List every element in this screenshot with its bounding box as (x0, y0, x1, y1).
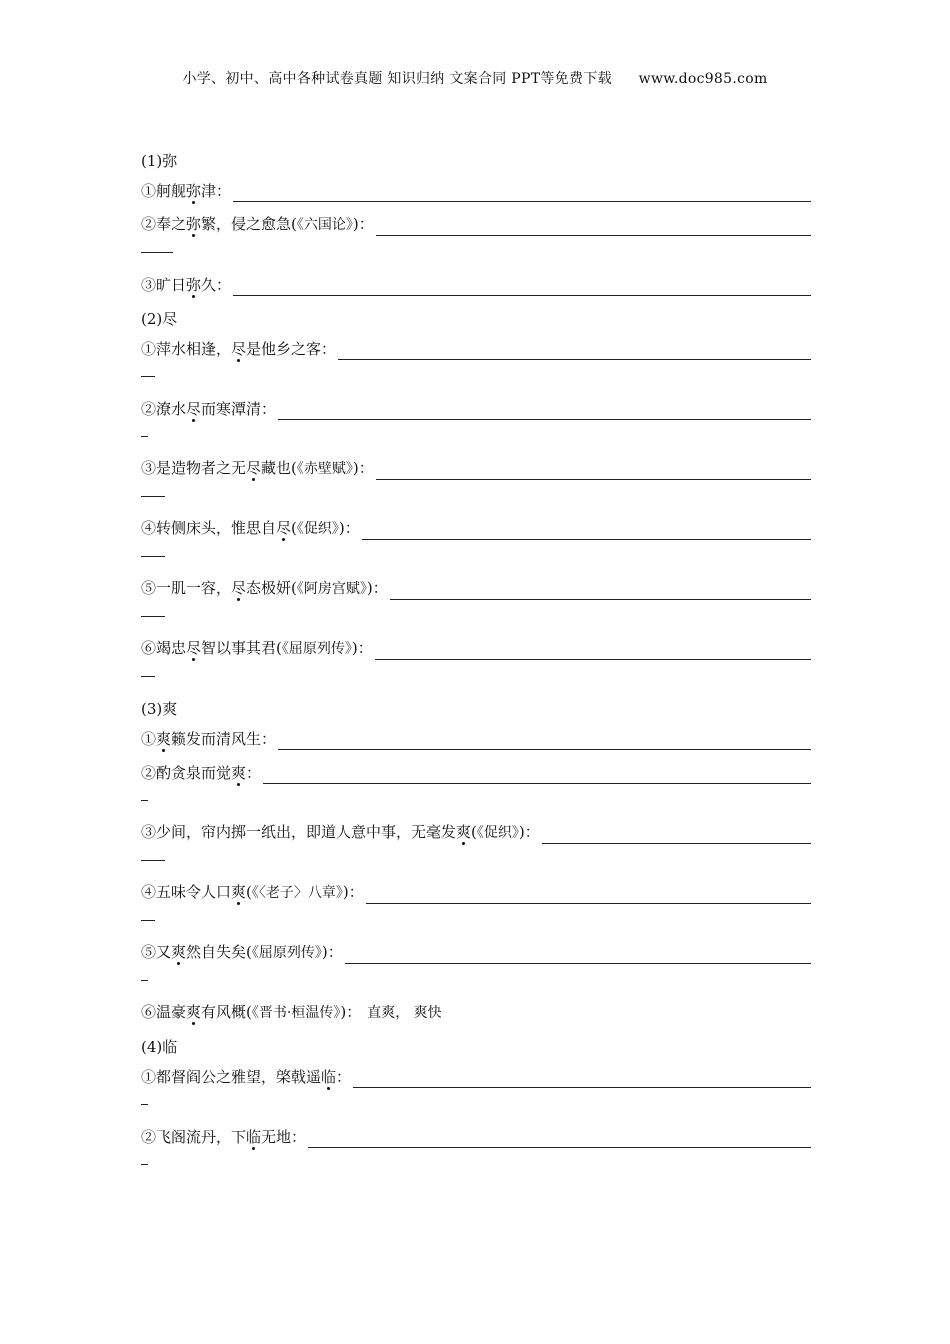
answer-continuation (141, 606, 811, 624)
question-prefix: ②酌贪泉而觉 (141, 764, 232, 782)
question-row (141, 822, 811, 844)
question-text (141, 274, 231, 296)
question-row (141, 398, 811, 420)
source-close: )： (342, 883, 364, 901)
answer-blank[interactable] (278, 403, 811, 420)
answer-blank[interactable] (375, 643, 811, 660)
section-heading: (2)尽 (141, 310, 178, 328)
answer-continuation (141, 910, 811, 928)
answer-blank[interactable] (542, 827, 811, 844)
continuation-line[interactable] (141, 980, 148, 981)
continuation-line[interactable] (141, 860, 165, 861)
source-close: )： (366, 579, 388, 597)
continuation-line[interactable] (141, 1164, 148, 1165)
answer-blank[interactable] (338, 343, 811, 360)
question-text (141, 577, 388, 600)
question-row (141, 578, 811, 600)
key-character: 爽 (231, 883, 247, 901)
question-prefix: ⑥竭忠 (141, 639, 187, 657)
question-suffix: ( (291, 519, 297, 537)
question-suffix: ( (471, 823, 477, 841)
question-text (141, 1001, 361, 1024)
answer-blank[interactable] (278, 733, 811, 750)
key-character: 尽 (231, 340, 247, 358)
source-close: )： (321, 943, 343, 961)
exercise-body (141, 150, 811, 1186)
key-character: 爽 (231, 764, 247, 782)
question-row (141, 1066, 811, 1088)
source-close: )： (352, 215, 374, 233)
question-prefix: ②潦水 (141, 400, 187, 418)
question-suffix: 智以事其君( (201, 639, 282, 657)
answer-continuation (141, 1094, 811, 1112)
source-title: 《六国论》 (296, 217, 353, 233)
question-row (141, 638, 811, 660)
key-character: 爽 (456, 823, 472, 841)
question-suffix: 有风概( (201, 1003, 252, 1021)
answer-blank[interactable] (233, 279, 811, 296)
question-row (141, 274, 811, 296)
key-character: 尽 (231, 579, 247, 597)
question-suffix: ： (336, 1068, 352, 1086)
answer-blank[interactable] (308, 1131, 811, 1148)
source-close: )： (518, 823, 540, 841)
continuation-line[interactable] (141, 800, 148, 801)
question-prefix: ②奉之 (141, 215, 187, 233)
answer-text: 直爽， 爽快 (367, 1005, 442, 1021)
header-title: 小学、初中、高中各种试卷真题 知识归纳 文案合同 PPT等免费下载 (182, 71, 612, 87)
question-prefix: ①舸舰 (141, 182, 187, 200)
source-close: )： (352, 459, 374, 477)
question-row (141, 942, 811, 964)
key-character: 爽 (156, 730, 172, 748)
question-text (141, 213, 374, 236)
answer-blank[interactable] (362, 523, 811, 540)
answer-continuation (141, 242, 811, 260)
question-prefix: ①萍水相逢， (141, 340, 232, 358)
source-title: 《促织》 (296, 521, 339, 537)
continuation-line[interactable] (141, 556, 165, 557)
continuation-line[interactable] (141, 436, 148, 437)
answer-blank[interactable] (376, 219, 811, 236)
source-title: 《促织》 (476, 825, 519, 841)
question-row (141, 1002, 811, 1024)
question-text (141, 338, 336, 360)
source-close: )： (340, 1003, 362, 1021)
section-heading: (3)爽 (141, 700, 178, 718)
key-character: 爽 (171, 943, 187, 961)
continuation-line[interactable] (141, 252, 173, 253)
answer-blank[interactable] (345, 947, 811, 964)
question-prefix: ⑤一肌一容， (141, 579, 232, 597)
page-header (0, 68, 950, 88)
question-prefix: ①都督阎公之雅望，棨戟遥 (141, 1068, 322, 1086)
key-character: 尽 (276, 519, 292, 537)
question-suffix: 津： (201, 182, 232, 200)
source-title: 《阿房宫赋》 (296, 581, 367, 597)
question-row (141, 518, 811, 540)
question-suffix: ( (246, 883, 252, 901)
source-title: 《〈老子〉八章》 (251, 885, 343, 901)
key-character: 弥 (186, 182, 202, 200)
answer-continuation (141, 486, 811, 504)
question-row (141, 1126, 811, 1148)
question-prefix: ④转侧床头，惟思自 (141, 519, 277, 537)
continuation-line[interactable] (141, 920, 155, 921)
question-row (141, 728, 811, 750)
source-title: 《屈原列传》 (281, 641, 352, 657)
question-prefix: ⑥温豪 (141, 1003, 187, 1021)
question-text (141, 1126, 306, 1148)
key-character: 尽 (246, 459, 262, 477)
question-text (141, 1066, 351, 1088)
answer-blank[interactable] (376, 463, 811, 480)
question-text (141, 637, 373, 660)
question-row (141, 180, 811, 202)
key-character: 尽 (186, 400, 202, 418)
question-prefix: ④五味令人口 (141, 883, 232, 901)
answer-blank[interactable] (263, 767, 811, 784)
header-site: www.doc985.com (638, 71, 768, 87)
question-suffix: 然自失矣( (186, 943, 252, 961)
answer-continuation (141, 666, 811, 684)
key-character: 临 (321, 1068, 337, 1086)
question-text (141, 762, 261, 784)
question-row (141, 882, 811, 904)
answer-continuation (141, 1154, 811, 1172)
source-title: 《赤壁赋》 (296, 461, 353, 477)
question-suffix: ： (246, 764, 262, 782)
question-text (141, 398, 276, 420)
question-text (141, 821, 540, 844)
answer-blank[interactable] (353, 1071, 811, 1088)
source-title: 《屈原列传》 (251, 945, 322, 961)
question-text (141, 517, 360, 540)
answer-continuation (141, 790, 811, 808)
question-suffix: 而寒潭清： (201, 400, 277, 418)
answer-continuation (141, 366, 811, 384)
question-row (141, 458, 811, 480)
question-prefix: ③旷日 (141, 276, 187, 294)
section-heading: (4)临 (141, 1038, 178, 1056)
answer-continuation (141, 546, 811, 564)
question-prefix: ③是造物者之无 (141, 459, 247, 477)
answer-blank[interactable] (233, 185, 811, 202)
question-suffix: 态极妍( (246, 579, 297, 597)
question-prefix: ②飞阁流丹，下 (141, 1128, 247, 1146)
question-text (141, 457, 374, 480)
key-character: 弥 (186, 276, 202, 294)
answer-continuation (141, 426, 811, 444)
question-text (141, 180, 231, 202)
question-prefix: ③少间，帘内掷一纸出，即道人意中事，无毫发 (141, 823, 457, 841)
question-row (141, 214, 811, 236)
continuation-line[interactable] (141, 1104, 148, 1105)
key-character: 临 (246, 1128, 262, 1146)
question-prefix: ① (141, 730, 157, 748)
answer-continuation (141, 970, 811, 988)
question-suffix: 是他乡之客： (246, 340, 337, 358)
question-prefix: ⑤又 (141, 943, 172, 961)
continuation-line[interactable] (141, 376, 155, 377)
source-title: 《晋书·桓温传》 (251, 1005, 341, 1021)
question-text (141, 941, 343, 964)
answer-blank[interactable] (390, 583, 811, 600)
answer-continuation (141, 850, 811, 868)
continuation-line[interactable] (141, 496, 165, 497)
question-suffix: 藏也( (261, 459, 297, 477)
question-suffix: 久： (201, 276, 232, 294)
source-close: )： (338, 519, 360, 537)
question-row (141, 338, 811, 360)
question-suffix: 籁发而清风生： (171, 730, 277, 748)
question-suffix: 无地： (261, 1128, 307, 1146)
question-suffix: 繁，侵之愈急( (201, 215, 297, 233)
key-character: 弥 (186, 215, 202, 233)
question-text (141, 881, 364, 904)
continuation-line[interactable] (141, 616, 165, 617)
answer-blank[interactable] (366, 887, 811, 904)
question-text (141, 728, 276, 750)
continuation-line[interactable] (141, 676, 155, 677)
key-character: 爽 (186, 1003, 202, 1021)
question-row (141, 762, 811, 784)
section-heading: (1)弥 (141, 152, 178, 170)
source-close: )： (351, 639, 373, 657)
key-character: 尽 (186, 639, 202, 657)
